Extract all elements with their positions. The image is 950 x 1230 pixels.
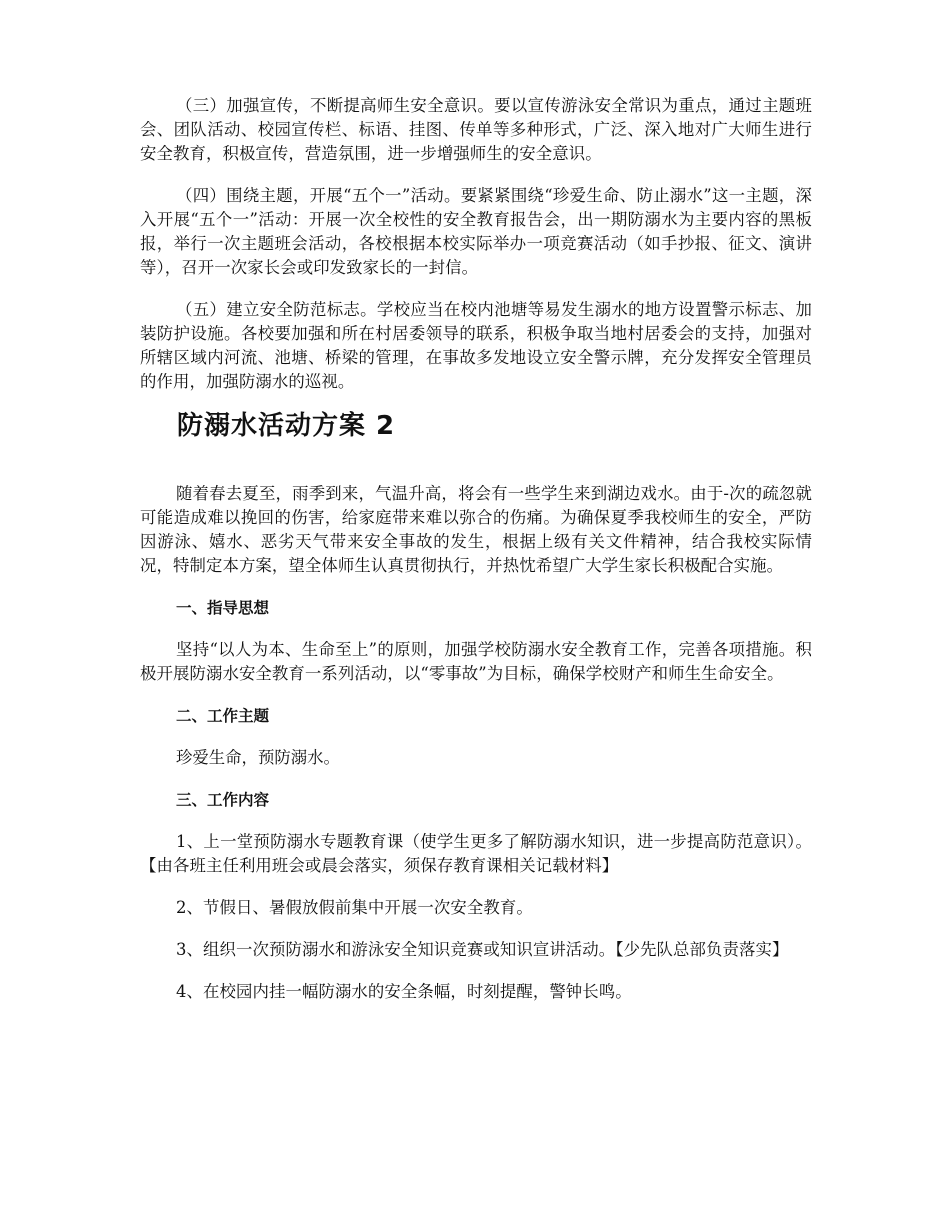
paragraph-five: （五）建立安全防范标志。学校应当在校内池塘等易发生溺水的地方设置警示标志、加装防护设施。各校要加强和所在村居委领导的联系，积极争取当地村居委会的支持，加强对所辖区域内河流、池塘、桥梁的管理，在事故多发地设立安全警示牌，充分发挥安全管理员的作用，加强防溺水的巡视。 bbox=[140, 300, 812, 391]
content-item-2: 2、节假日、暑假放假前集中开展一次安全教育。 bbox=[176, 898, 533, 917]
heading-guiding-thought: 一、指导思想 bbox=[176, 599, 270, 617]
section-title: 防溺水活动方案 2 bbox=[177, 411, 396, 441]
content-item-1: 1、上一堂预防溺水专题教育课（使学生更多了解防溺水知识，进一步提高防范意识）。【由各班主任利用班会或晨会落实，须保存教育课相关记载材料】 bbox=[140, 832, 812, 875]
paragraph-four: （四）围绕主题，开展“五个一”活动。要紧紧围绕“珍爱生命、防止溺水”这一主题，深入开展“五个一”活动：开展一次全校性的安全教育报告会，出一期防溺水为主要内容的黑板报，举行一次主题班会活动，各校根据本校实际举办一项竞赛活动（如手抄报、征文、演讲等），召开一次家长会或印发致家长的一封信。 bbox=[140, 186, 812, 277]
intro-paragraph: 随着春去夏至，雨季到来，气温升高，将会有一些学生来到湖边戏水。由于-次的疏忽就可能造成难以挽回的伤害，给家庭带来难以弥合的伤痛。为确保夏季我校师生的安全，严防因游泳、嬉水、恶劣天气带来安全事故的发生，根据上级有关文件精神，结合我校实际情况，特制定本方案，望全体师生认真贯彻执行，并热忱希望广大学生家长积极配合实施。 bbox=[140, 484, 812, 575]
guiding-paragraph: 坚持“以人为本、生命至上”的原则，加强学校防溺水安全教育工作，完善各项措施。积极开展防溺水安全教育一系列活动，以“零事故”为目标，确保学校财产和师生生命安全。 bbox=[140, 640, 812, 683]
document-page bbox=[140, 94, 812, 1004]
content-item-4: 4、在校园内挂一幅防溺水的安全条幅，时刻提醒，警钟长鸣。 bbox=[176, 982, 632, 1001]
heading-work-theme: 二、工作主题 bbox=[176, 707, 270, 725]
theme-line: 珍爱生命，预防溺水。 bbox=[176, 748, 340, 767]
content-item-3: 3、组织一次预防溺水和游泳安全知识竞赛或知识宣讲活动。【少先队总部负责落实】 bbox=[176, 940, 789, 959]
heading-work-content: 三、工作内容 bbox=[176, 791, 270, 809]
paragraph-three: （三）加强宣传，不断提高师生安全意识。要以宣传游泳安全常识为重点，通过主题班会、团队活动、校园宣传栏、标语、挂图、传单等多种形式，广泛、深入地对广大师生进行安全教育，积极宣传，营造氛围，进一步增强师生的安全意识。 bbox=[140, 96, 812, 163]
